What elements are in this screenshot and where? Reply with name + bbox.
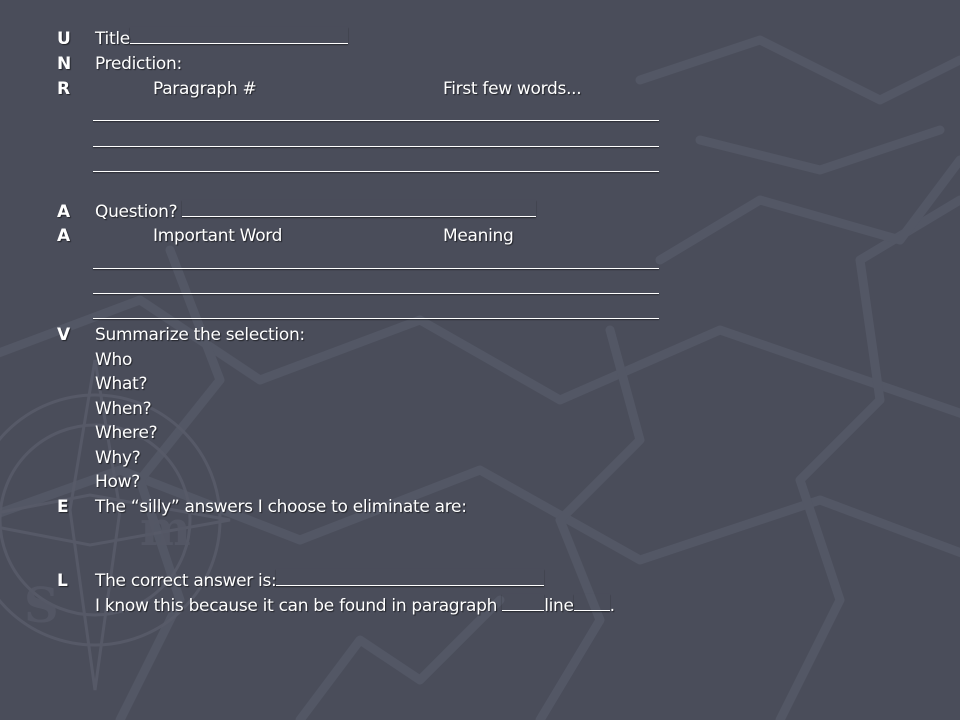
vocab-blank-line <box>93 268 659 269</box>
question-label: Question? <box>95 202 178 222</box>
important-word-heading: Important Word <box>153 226 283 246</box>
meaning-heading: Meaning <box>443 226 514 246</box>
eliminate-label: The “silly” answers I choose to eliminate are: <box>95 497 467 517</box>
read-blank-line <box>93 146 659 147</box>
correct-answer-prompt <box>95 569 544 593</box>
read-blank-line <box>93 120 659 121</box>
read-blank-line <box>93 171 659 172</box>
letter-a-question: A <box>57 202 70 222</box>
letter-n: N <box>57 54 71 74</box>
prediction-label: Prediction: <box>95 54 182 74</box>
line-blank <box>574 594 610 611</box>
summary-prompt: Why? <box>95 448 141 468</box>
line-label: line <box>544 596 574 616</box>
evidence-end: . <box>609 596 615 616</box>
letter-u: U <box>57 29 71 49</box>
summary-prompt: When? <box>95 399 152 419</box>
question-prompt <box>95 200 536 224</box>
vocab-blank-line <box>93 318 659 319</box>
first-words-heading: First few words... <box>443 79 582 99</box>
summary-prompt: How? <box>95 472 140 492</box>
summary-prompt: Who <box>95 350 133 370</box>
letter-v: V <box>57 325 70 345</box>
correct-answer-blank <box>276 569 544 586</box>
vocab-blank-line <box>93 293 659 294</box>
paragraph-blank <box>502 594 544 611</box>
evidence-label: I know this because it can be found in paragraph <box>95 596 498 616</box>
svg-text:m: m <box>140 501 191 557</box>
title-label: Title <box>95 29 130 49</box>
letter-r: R <box>57 79 70 99</box>
summary-prompt: What? <box>95 374 148 394</box>
title-prompt <box>95 27 348 51</box>
evidence-prompt <box>95 594 615 618</box>
summary-prompt: Where? <box>95 423 158 443</box>
question-blank <box>182 200 536 217</box>
title-blank <box>130 27 348 44</box>
letter-e: E <box>57 497 69 517</box>
svg-text:S: S <box>24 578 59 634</box>
summarize-label: Summarize the selection: <box>95 325 305 345</box>
paragraph-number-heading: Paragraph # <box>153 79 257 99</box>
letter-a-vocab: A <box>57 226 70 246</box>
correct-answer-label: The correct answer is: <box>95 571 277 591</box>
letter-l: L <box>57 571 68 591</box>
